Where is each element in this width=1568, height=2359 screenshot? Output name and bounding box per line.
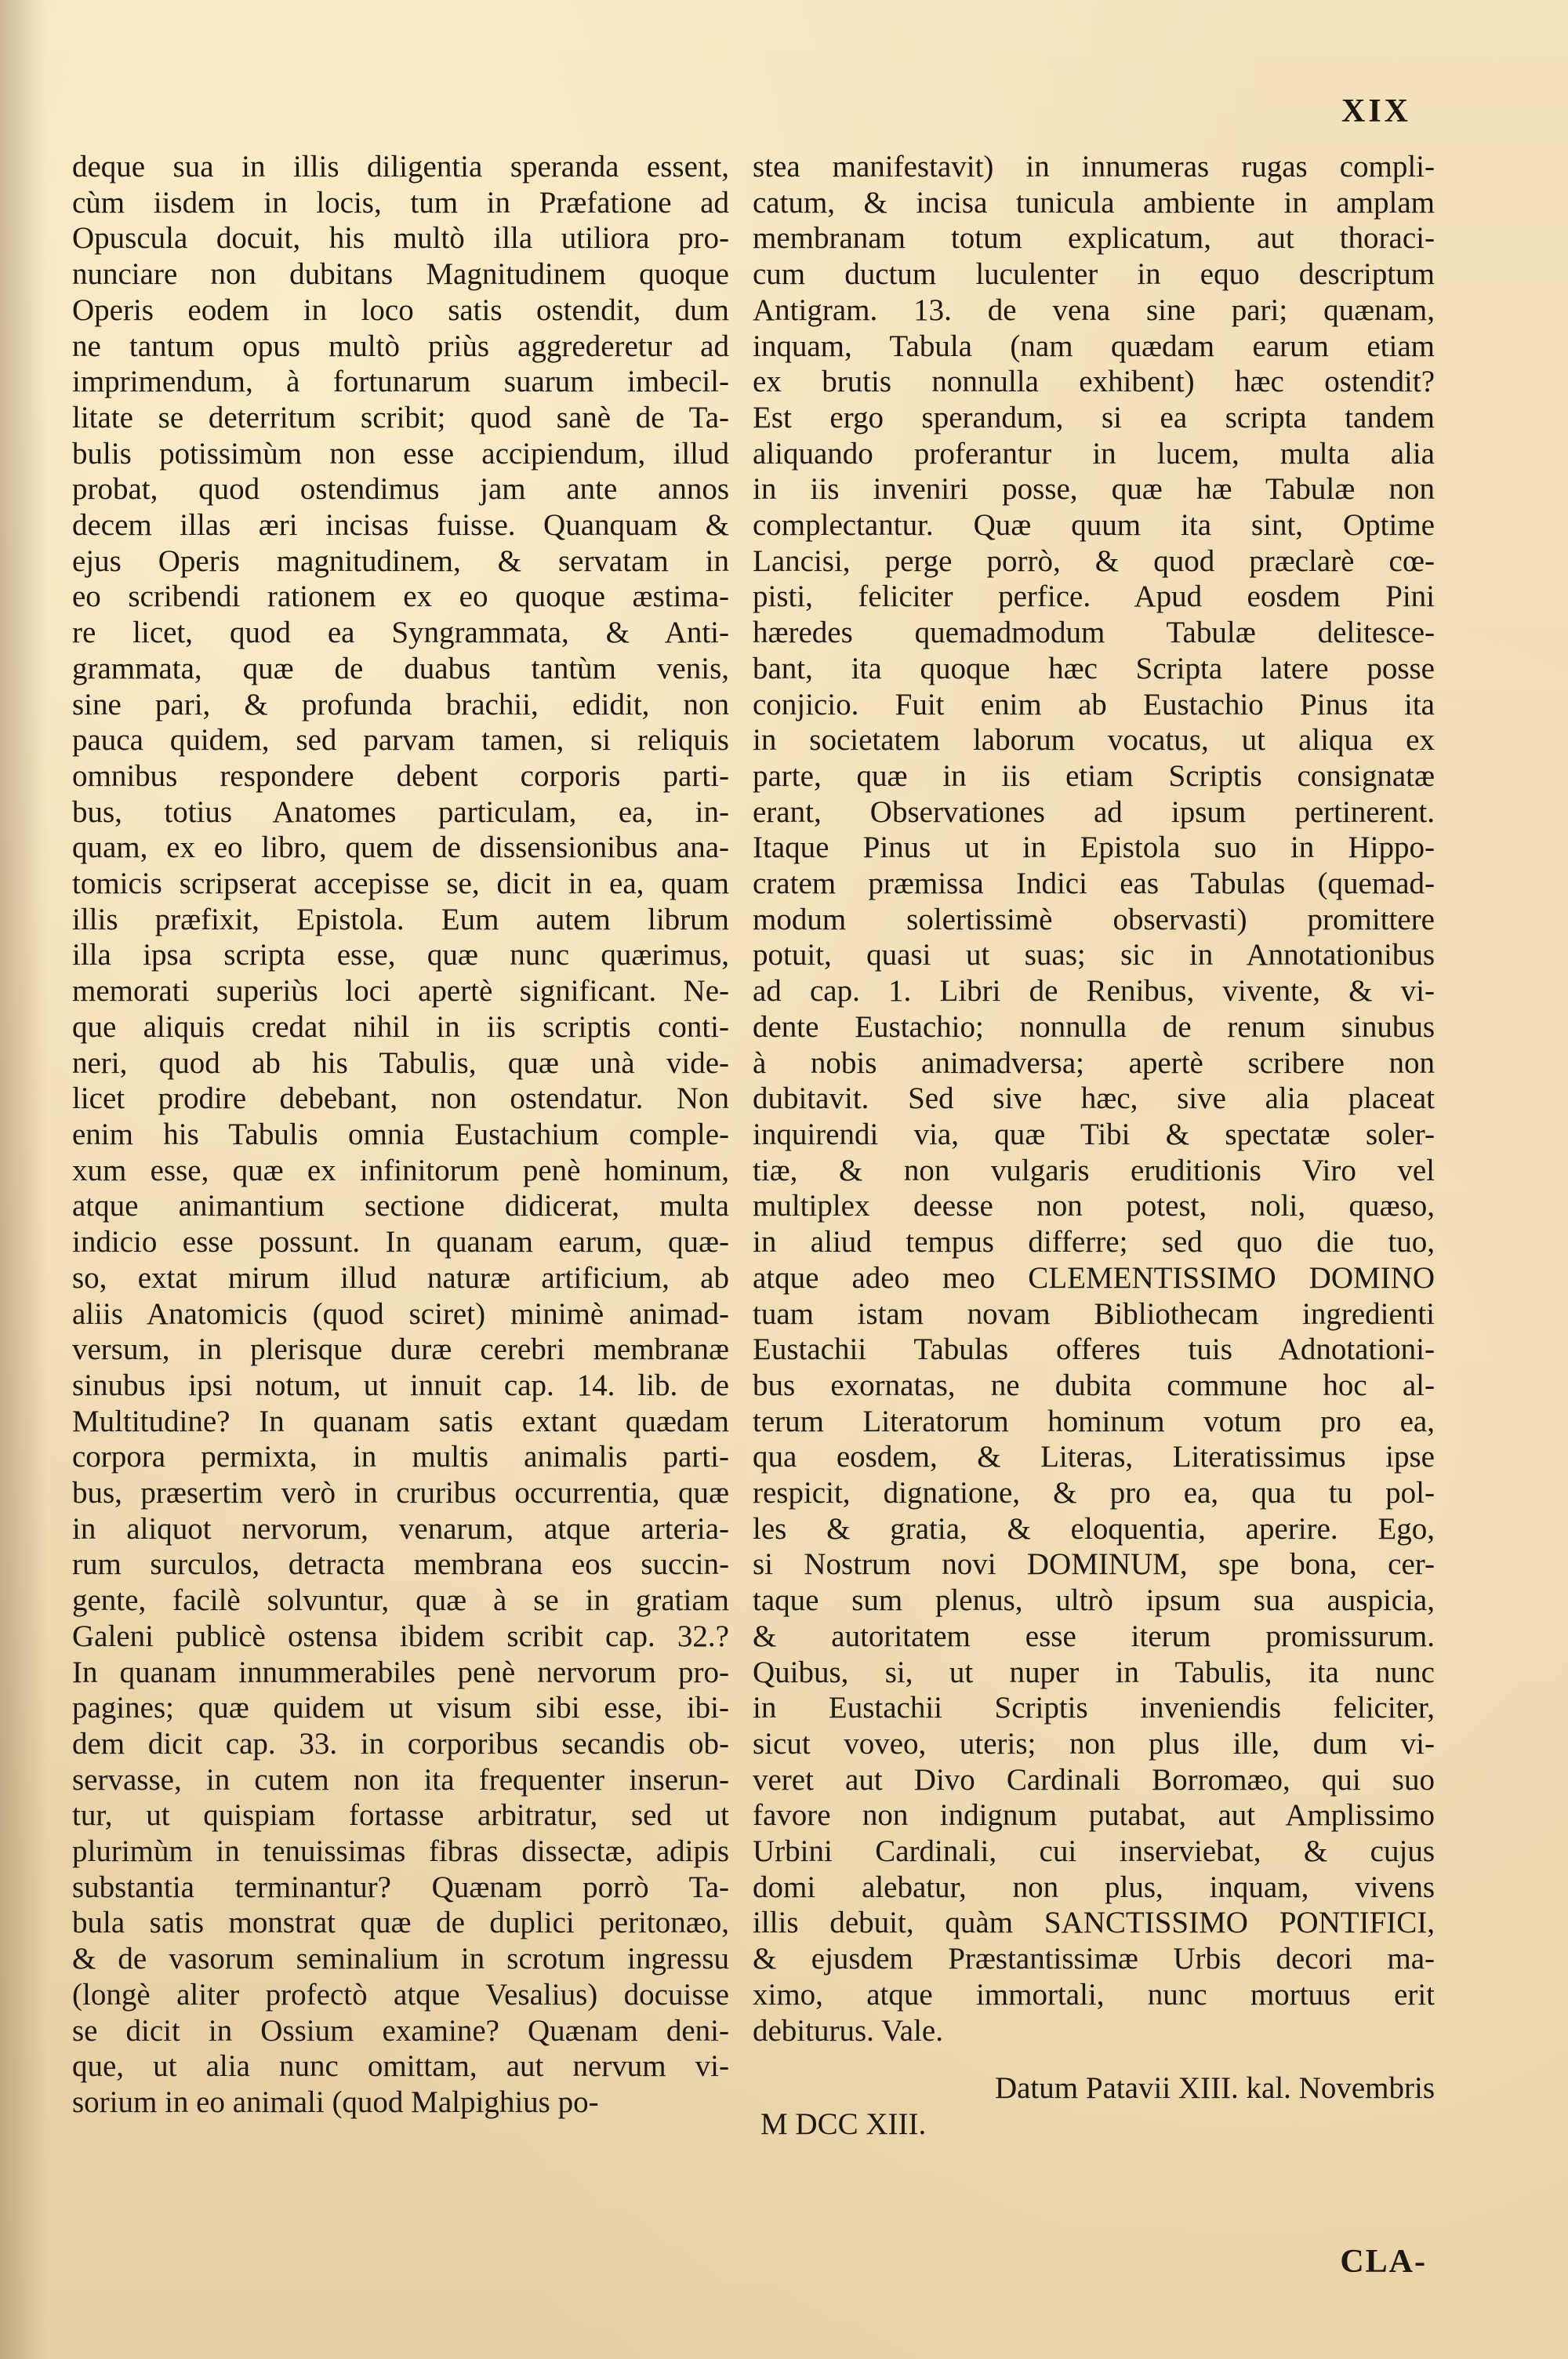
- text-line: Urbini Cardinali, cui inserviebat, & cujus: [753, 1834, 1435, 1869]
- text-line: multiplex deesse non potest, noli, quæso,: [753, 1189, 1435, 1223]
- text-line: les & gratia, & eloquentia, aperire. Ego,: [753, 1511, 1435, 1546]
- text-line: qua eosdem, & Literas, Literatissimus ipse: [753, 1440, 1435, 1474]
- text-line: omnibus respondere debent corporis parti-: [72, 758, 729, 793]
- text-line: neri, quod ab his Tabulis, quæ unà vide-: [72, 1045, 729, 1080]
- text-line: Quibus, si, ut nuper in Tabulis, ita nunc: [753, 1655, 1435, 1689]
- catchword: CLA-: [1340, 2244, 1427, 2280]
- text-line: pauca quidem, sed parvam tamen, si reliquis: [72, 723, 729, 758]
- text-line: respicit, dignatione, & pro ea, qua tu pol-: [753, 1476, 1435, 1510]
- text-line: ad cap. 1. Libri de Renibus, vivente, & vi-: [753, 974, 1435, 1009]
- text-line: modum solertissimè observasti) promittere: [753, 902, 1435, 936]
- text-line: probat, quod ostendimus jam ante annos: [72, 472, 729, 507]
- text-line: ne tantum opus multò priùs aggrederetur ad: [72, 329, 729, 363]
- text-line: Multitudine? In quanam satis extant quædam: [72, 1404, 729, 1438]
- text-line: imprimendum, à fortunarum suarum imbecil-: [72, 365, 729, 399]
- text-line: erant, Observationes ad ipsum pertinerent.: [753, 794, 1435, 829]
- text-line: complectantur. Quæ quum ita sint, Optime: [753, 508, 1435, 543]
- text-line: inquirendi via, quæ Tibi & spectatæ soler-: [753, 1117, 1435, 1151]
- text-line: servasse, in cutem non ita frequenter inserun-: [72, 1762, 729, 1797]
- text-line: domi alebatur, non plus, inquam, vivens: [753, 1870, 1435, 1904]
- text-line: grammata, quæ de duabus tantùm venis,: [72, 651, 729, 685]
- text-line: terum Literatorum hominum votum pro ea,: [753, 1404, 1435, 1438]
- text-line: in aliud tempus differre; sed quo die tuo,: [753, 1225, 1435, 1259]
- text-line: tur, ut quispiam fortasse arbitratur, sed ut: [72, 1798, 729, 1833]
- spine-shadow: [0, 0, 47, 2359]
- text-line: aliis Anatomicis (quod sciret) minimè animad-: [72, 1296, 729, 1331]
- text-line: ejus Operis magnitudinem, & servatam in: [72, 543, 729, 578]
- text-line: taque sum plenus, ultrò ipsum sua auspicia,: [753, 1583, 1435, 1618]
- text-line: & autoritatem esse iterum promissurum.: [753, 1619, 1435, 1653]
- text-line: catum, & incisa tunicula ambiente in amplam: [753, 185, 1435, 220]
- text-line: que aliquis credat nihil in iis scriptis conti-: [72, 1009, 729, 1044]
- text-line: dente Eustachio; nonnulla de renum sinubus: [753, 1009, 1435, 1044]
- text-line: sinubus ipsi notum, ut innuit cap. 14. lib. de: [72, 1368, 729, 1402]
- text-line: illis debuit, quàm SANCTISSIMO PONTIFICI,: [753, 1906, 1435, 1940]
- text-line: Operis eodem in loco satis ostendit, dum: [72, 293, 729, 327]
- text-line: potuit, quasi ut suas; sic in Annotationibus: [753, 938, 1435, 972]
- text-line: In quanam innummerabiles penè nervorum pro-: [72, 1655, 729, 1689]
- text-line: indicio esse possunt. In quanam earum, quæ-: [72, 1225, 729, 1259]
- text-line: Itaque Pinus ut in Epistola suo in Hippo-: [753, 831, 1435, 865]
- text-line: licet prodire debebant, non ostendatur. Non: [72, 1081, 729, 1116]
- text-line: in iis inveniri posse, quæ hæ Tabulæ non: [753, 472, 1435, 507]
- text-line: Galeni publicè ostensa ibidem scribit cap. 32.?: [72, 1619, 729, 1653]
- text-line: substantia terminantur? Quænam porrò Ta-: [72, 1870, 729, 1904]
- text-line: membranam totum explicatum, aut thoraci-: [753, 221, 1435, 256]
- text-line: ximo, atque immortali, nunc mortuus erit: [753, 1977, 1435, 2012]
- text-line: decem illas æri incisas fuisse. Quanquam &: [72, 508, 729, 543]
- text-line: sine pari, & profunda brachii, edidit, non: [72, 687, 729, 722]
- text-line: corpora permixta, in multis animalis parti-: [72, 1440, 729, 1474]
- text-line: in Eustachii Scriptis inveniendis feliciter,: [753, 1691, 1435, 1725]
- text-line: bula satis monstrat quæ de duplici peritonæo,: [72, 1906, 729, 1940]
- text-line: si Nostrum novi DOMINUM, spe bona, cer-: [753, 1547, 1435, 1582]
- text-line: re licet, quod ea Syngrammata, & Anti-: [72, 616, 729, 650]
- text-line: quam, ex eo libro, quem de dissensionibus ana-: [72, 831, 729, 865]
- text-line: bulis potissimùm non esse accipiendum, illud: [72, 436, 729, 471]
- text-line: so, extat mirum illud naturæ artificium, ab: [72, 1260, 729, 1295]
- text-line: (longè aliter profectò atque Vesalius) docuisse: [72, 1977, 729, 2012]
- text-line: conjicio. Fuit enim ab Eustachio Pinus ita: [753, 687, 1435, 722]
- text-line: illis præfixit, Epistola. Eum autem librum: [72, 902, 729, 936]
- text-line: debiturus. Vale.: [753, 2013, 943, 2048]
- text-line: Est ergo sperandum, si ea scripta tandem: [753, 400, 1435, 434]
- text-line: se dicit in Ossium examine? Quænam deni-: [72, 2013, 729, 2048]
- text-line: Antigram. 13. de vena sine pari; quænam,: [753, 293, 1435, 327]
- text-line: memorati superiùs loci apertè significant. Ne-: [72, 974, 729, 1009]
- text-line: in societatem laborum vocatus, ut aliqua ex: [753, 723, 1435, 758]
- text-line: bant, ita quoque hæc Scripta latere posse: [753, 651, 1435, 685]
- text-line: bus exornatas, ne dubita commune hoc al-: [753, 1368, 1435, 1402]
- dateline: [753, 2070, 1435, 2143]
- text-line: tiæ, & non vulgaris eruditionis Viro vel: [753, 1153, 1435, 1187]
- text-line: parte, quæ in iis etiam Scriptis consignatæ: [753, 758, 1435, 793]
- text-line: à nobis animadversa; apertè scribere non: [753, 1045, 1435, 1080]
- text-line: ex brutis nonnulla exhibent) hæc ostendit?: [753, 365, 1435, 399]
- text-line: atque animantium sectione didicerat, multa: [72, 1189, 729, 1223]
- text-line: tuam istam novam Bibliothecam ingredienti: [753, 1296, 1435, 1331]
- text-line: nunciare non dubitans Magnitudinem quoque: [72, 257, 729, 292]
- text-line: stea manifestavit) in innumeras rugas compli-: [753, 150, 1435, 184]
- text-line: & de vasorum seminalium in scrotum ingressu: [72, 1942, 729, 1976]
- text-line: bus, totius Anatomes particulam, ea, in-: [72, 794, 729, 829]
- text-line: inquam, Tabula (nam quædam earum etiam: [753, 329, 1435, 363]
- text-line: gente, facilè solvuntur, quæ à se in gratiam: [72, 1583, 729, 1618]
- text-line: versum, in plerisque duræ cerebri membranæ: [72, 1332, 729, 1367]
- left-text-column: [72, 149, 729, 2121]
- text-line: atque adeo meo CLEMENTISSIMO DOMINO: [753, 1260, 1435, 1295]
- text-line: Opuscula docuit, his multò illa utiliora pro-: [72, 221, 729, 256]
- text-line: bus, præsertim verò in cruribus occurrentia, quæ: [72, 1476, 729, 1510]
- text-line: deque sua in illis diligentia speranda essent,: [72, 150, 729, 184]
- text-line: plurimùm in tenuissimas fibras dissectæ, adipis: [72, 1834, 729, 1869]
- text-line: dubitavit. Sed sive hæc, sive alia placeat: [753, 1081, 1435, 1116]
- text-line: pagines; quæ quidem ut visum sibi esse, ibi-: [72, 1691, 729, 1725]
- dateline-place-date: Datum Patavii XIII. kal. Novembris: [994, 2071, 1435, 2105]
- text-line: veret aut Divo Cardinali Borromæo, qui suo: [753, 1762, 1435, 1797]
- text-line: rum surculos, detracta membrana eos succin-: [72, 1547, 729, 1582]
- text-line: sorium in eo animali (quod Malpighius po-: [72, 2085, 599, 2119]
- text-line: in aliquot nervorum, venarum, atque arteria-: [72, 1511, 729, 1546]
- text-line: hæredes quemadmodum Tabulæ delitesce-: [753, 616, 1435, 650]
- text-line: pisti, feliciter perfice. Apud eosdem Pini: [753, 580, 1435, 614]
- dateline-year: M DCC XIII.: [760, 2107, 927, 2141]
- right-text-column: [753, 149, 1435, 2048]
- page-number: XIX: [1341, 93, 1411, 129]
- text-line: & ejusdem Præstantissimæ Urbis decori ma-: [753, 1942, 1435, 1976]
- text-line: enim his Tabulis omnia Eustachium comple-: [72, 1117, 729, 1151]
- text-line: Lancisi, perge porrò, & quod præclarè cœ-: [753, 543, 1435, 578]
- text-line: litate se deterritum scribit; quod sanè de Ta-: [72, 400, 729, 434]
- text-line: Eustachii Tabulas offeres tuis Adnotationi-: [753, 1332, 1435, 1367]
- text-line: sicut voveo, uteris; non plus ille, dum vi-: [753, 1726, 1435, 1761]
- text-line: xum esse, quæ ex infinitorum penè hominum,: [72, 1153, 729, 1187]
- text-line: cratem præmissa Indici eas Tabulas (quemad-: [753, 867, 1435, 901]
- text-line: aliquando proferantur in lucem, multa alia: [753, 436, 1435, 471]
- text-line: que, ut alia nunc omittam, aut nervum vi-: [72, 2049, 729, 2084]
- text-line: illa ipsa scripta esse, quæ nunc quærimus,: [72, 938, 729, 972]
- text-line: tomicis scripserat accepisse se, dicit in ea, quam: [72, 867, 729, 901]
- text-line: eo scribendi rationem ex eo quoque æstima-: [72, 580, 729, 614]
- text-line: cum ductum luculenter in equo descriptum: [753, 257, 1435, 292]
- text-line: dem dicit cap. 33. in corporibus secandis ob-: [72, 1726, 729, 1761]
- text-line: favore non indignum putabat, aut Amplissimo: [753, 1798, 1435, 1833]
- text-line: cùm iisdem in locis, tum in Præfatione ad: [72, 185, 729, 220]
